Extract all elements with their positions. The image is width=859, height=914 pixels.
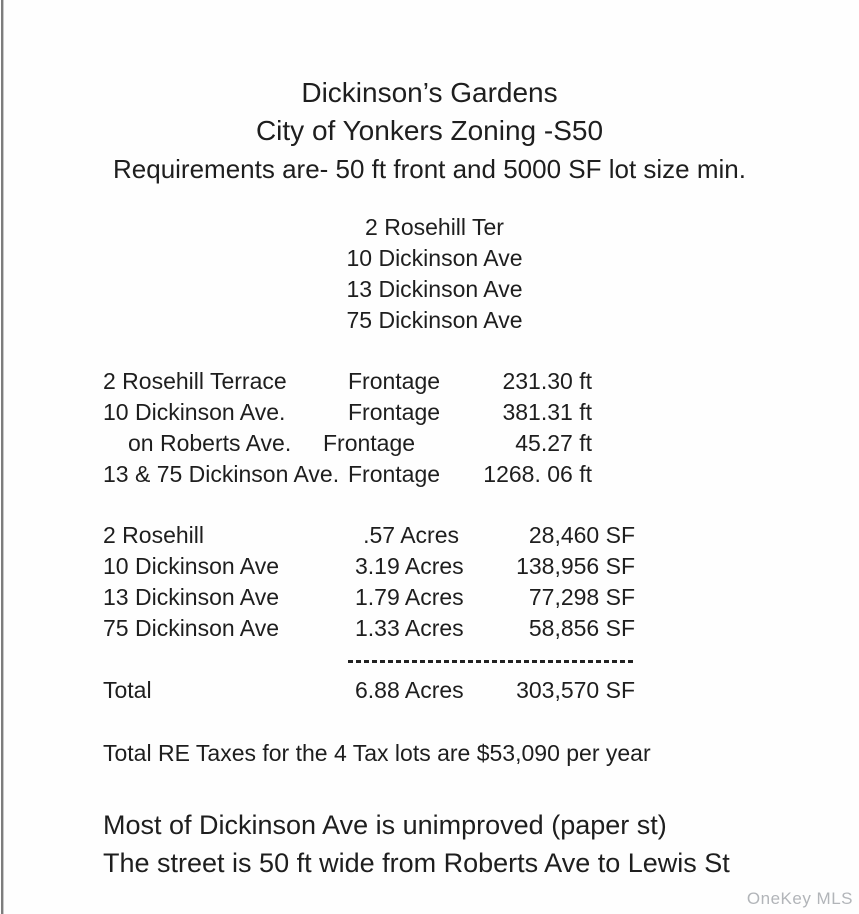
property-name: 2 Rosehill: [103, 522, 204, 548]
total-label: Total: [103, 677, 152, 703]
sf-value: 138,956 SF: [516, 553, 635, 579]
sf-value: 77,298 SF: [528, 584, 635, 610]
requirements-line: Requirements are- 50 ft front and 5000 SF lot size min.: [113, 154, 746, 184]
total-row: [103, 675, 635, 706]
frontage-row: [103, 366, 592, 397]
property-name: 10 Dickinson Ave.: [103, 399, 286, 425]
area-row: [103, 520, 635, 551]
frontage-value: 381.31 ft: [502, 399, 592, 425]
address-item: 75 Dickinson Ave: [346, 307, 523, 333]
document-title: Dickinson’s Gardens: [301, 77, 558, 108]
dashed-separator: [348, 660, 634, 663]
tax-note: Total RE Taxes for the 4 Tax lots are $53,090 per year: [103, 740, 651, 766]
sf-value: 58,856 SF: [528, 615, 635, 641]
frontage-label: Frontage: [323, 430, 416, 456]
address-item: 2 Rosehill Ter: [365, 214, 504, 240]
frontage-label: Frontage: [348, 399, 441, 425]
footer-note-line: The street is 50 ft wide from Roberts Ave to Lewis St: [103, 848, 730, 878]
property-name: on Roberts Ave.: [128, 430, 292, 456]
footer-notes: [103, 806, 730, 882]
frontage-value: 45.27 ft: [515, 430, 592, 456]
footer-note-line: Most of Dickinson Ave is unimproved (paper st): [103, 810, 667, 840]
frontage-value: 231.30 ft: [502, 368, 592, 394]
frontage-value: 1268. 06 ft: [483, 461, 592, 487]
address-item: 10 Dickinson Ave: [346, 245, 523, 271]
acres-value: 1.79 Acres: [355, 584, 464, 610]
total-sf-value: 303,570 SF: [516, 677, 635, 703]
sf-value: 28,460 SF: [528, 522, 635, 548]
acres-value: 1.33 Acres: [355, 615, 464, 641]
property-name: 2 Rosehill Terrace: [103, 368, 287, 394]
frontage-table: [103, 366, 592, 490]
frontage-row: [103, 459, 592, 490]
area-row: [103, 582, 635, 613]
property-name: 13 & 75 Dickinson Ave.: [103, 461, 340, 487]
property-name: 10 Dickinson Ave: [103, 553, 280, 579]
onekey-mls-watermark: OneKey MLS: [746, 889, 853, 908]
frontage-label: Frontage: [348, 368, 441, 394]
area-row: [103, 551, 635, 582]
acres-value: .57 Acres: [363, 522, 459, 548]
document-header: [0, 74, 859, 188]
property-name: 75 Dickinson Ave: [103, 615, 280, 641]
area-row: [103, 613, 635, 644]
acres-value: 3.19 Acres: [355, 553, 464, 579]
document-subtitle: City of Yonkers Zoning -S50: [255, 115, 604, 146]
frontage-label: Frontage: [348, 461, 441, 487]
property-name: 13 Dickinson Ave: [103, 584, 280, 610]
total-acres-value: 6.88 Acres: [355, 677, 464, 703]
frontage-row: [103, 428, 592, 459]
frontage-row: [103, 397, 592, 428]
address-list: [10, 212, 859, 336]
address-item: 13 Dickinson Ave: [346, 276, 523, 302]
area-table: [103, 520, 635, 644]
